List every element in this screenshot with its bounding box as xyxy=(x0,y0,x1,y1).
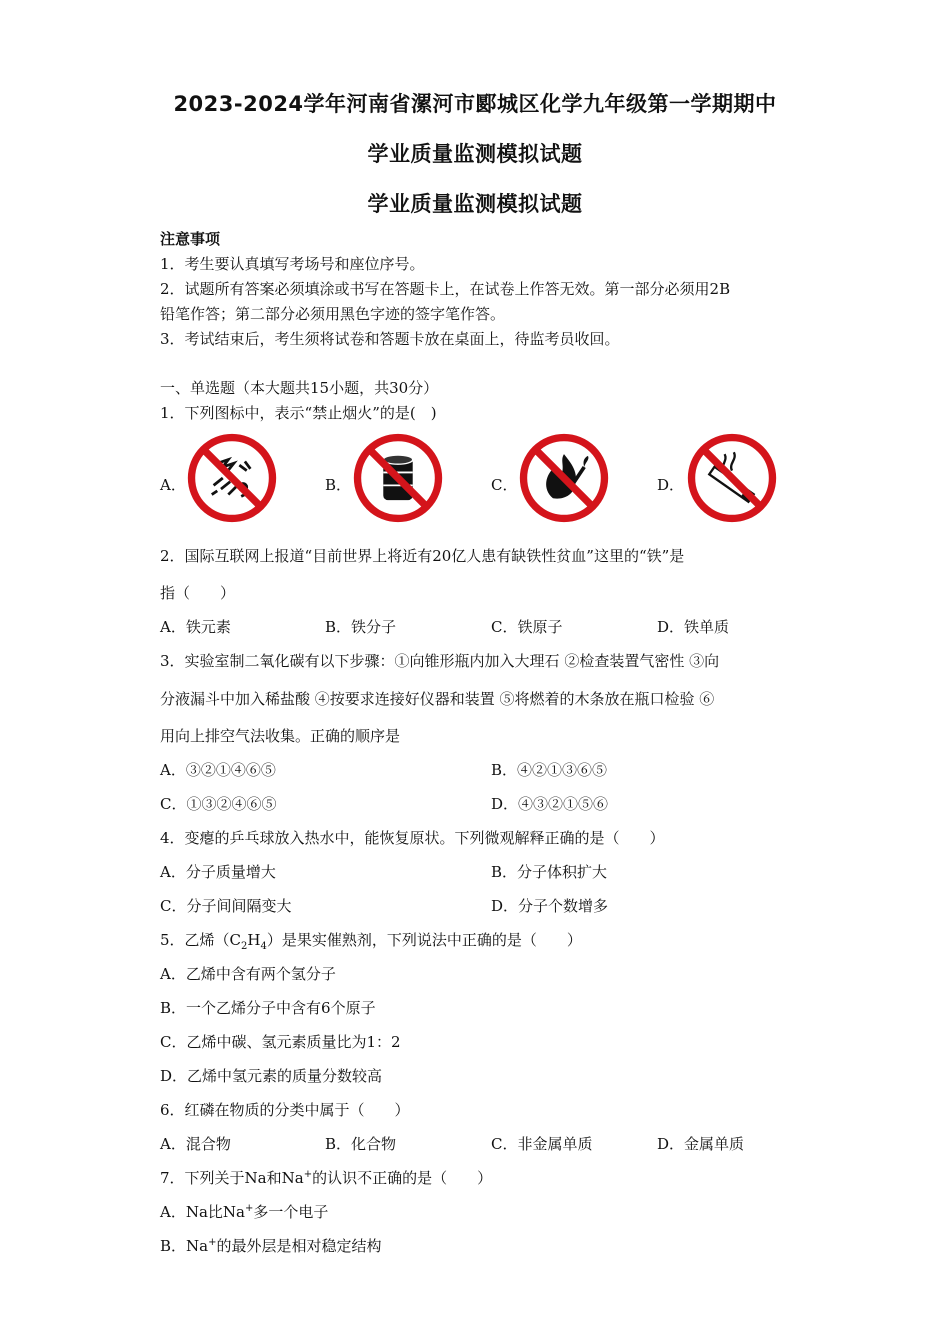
no-open-flame-icon xyxy=(518,432,610,524)
notes-heading: 注意事项 xyxy=(160,230,221,248)
no-fireworks-icon xyxy=(186,432,278,524)
q5-option: B．一个乙烯分子中含有6个原子 xyxy=(160,999,376,1017)
q3-option: A．③②①④⑥⑤ xyxy=(160,761,276,779)
q6-option: A．混合物 xyxy=(160,1135,231,1153)
q2-option: C．铁原子 xyxy=(491,618,563,636)
q5-option: D．乙烯中氢元素的质量分数较高 xyxy=(160,1067,383,1085)
question-7-stem: 7．下列关于Na和Na+的认识不正确的是（ ） xyxy=(160,1169,493,1187)
q1-option-b-label: B． xyxy=(325,476,352,494)
note-item: 铅笔作答；第二部分必须用黑色字迹的签字笔作答。 xyxy=(160,305,506,323)
question-1-stem: 1．下列图标中，表示“禁止烟火”的是( ) xyxy=(160,404,437,422)
section-heading: 一、单选题（本大题共15小题，共30分） xyxy=(160,379,439,397)
q1-option-d-label: D． xyxy=(657,476,685,494)
q7-option-b: B．Na+的最外层是相对稳定结构 xyxy=(160,1237,382,1255)
note-item: 3．考试结束后，考生须将试卷和答题卡放在桌面上，待监考员收回。 xyxy=(160,330,620,348)
question-3-stem: 3．实验室制二氧化碳有以下步骤：①向锥形瓶内加入大理石 ②检查装置气密性 ③向 xyxy=(160,652,720,670)
q5-option: A．乙烯中含有两个氢分子 xyxy=(160,965,336,983)
q6-option: B．化合物 xyxy=(325,1135,397,1153)
title-line-3: 学业质量监测模拟试题 xyxy=(367,192,583,216)
title-line-1: 2023-2024学年河南省漯河市郾城区化学九年级第一学期期中 xyxy=(173,92,777,116)
note-item: 1．考生要认真填写考场号和座位序号。 xyxy=(160,255,425,273)
question-3-stem: 用向上排空气法收集。正确的顺序是 xyxy=(160,727,401,745)
q7-option-a: A．Na比Na+多一个电子 xyxy=(160,1203,329,1221)
no-smoking-icon xyxy=(686,432,778,524)
q1-option-c-label: C． xyxy=(491,476,518,494)
question-2-stem: 指（ ） xyxy=(160,584,236,602)
no-oil-barrel-icon xyxy=(352,432,444,524)
q5-option: C．乙烯中碳、氢元素质量比为1：2 xyxy=(160,1033,401,1051)
q4-option: D．分子个数增多 xyxy=(491,897,609,915)
question-2-stem: 2．国际互联网上报道“目前世界上将近有20亿人患有缺铁性贫血”这里的“铁”是 xyxy=(160,547,685,565)
title-line-2: 学业质量监测模拟试题 xyxy=(367,142,583,166)
q4-option: B．分子体积扩大 xyxy=(491,863,608,881)
q3-option: B．④②①③⑥⑤ xyxy=(491,761,608,779)
q6-option: D．金属单质 xyxy=(657,1135,745,1153)
q4-option: C．分子间间隔变大 xyxy=(160,897,292,915)
question-6-stem: 6．红磷在物质的分类中属于（ ） xyxy=(160,1101,410,1119)
note-item: 2．试题所有答案必须填涂或书写在答题卡上，在试卷上作答无效。第一部分必须用2B xyxy=(160,280,731,298)
q2-option: B．铁分子 xyxy=(325,618,397,636)
q3-option: D．④③②①⑤⑥ xyxy=(491,795,609,813)
question-4-stem: 4．变瘪的乒乓球放入热水中，能恢复原状。下列微观解释正确的是（ ） xyxy=(160,829,665,847)
q3-option: C．①③②④⑥⑤ xyxy=(160,795,277,813)
q6-option: C．非金属单质 xyxy=(491,1135,593,1153)
question-3-stem: 分液漏斗中加入稀盐酸 ④按要求连接好仪器和装置 ⑤将燃着的木条放在瓶口检验 ⑥ xyxy=(160,690,715,708)
q1-option-a-label: A． xyxy=(160,476,186,494)
q2-option: D．铁单质 xyxy=(657,618,730,636)
question-5-stem: 5．乙烯$(C_2H_4)$是果实催熟剂，下列说法中正确的是（ ） xyxy=(160,931,582,952)
q2-option: A．铁元素 xyxy=(160,618,231,636)
q4-option: A．分子质量增大 xyxy=(160,863,276,881)
